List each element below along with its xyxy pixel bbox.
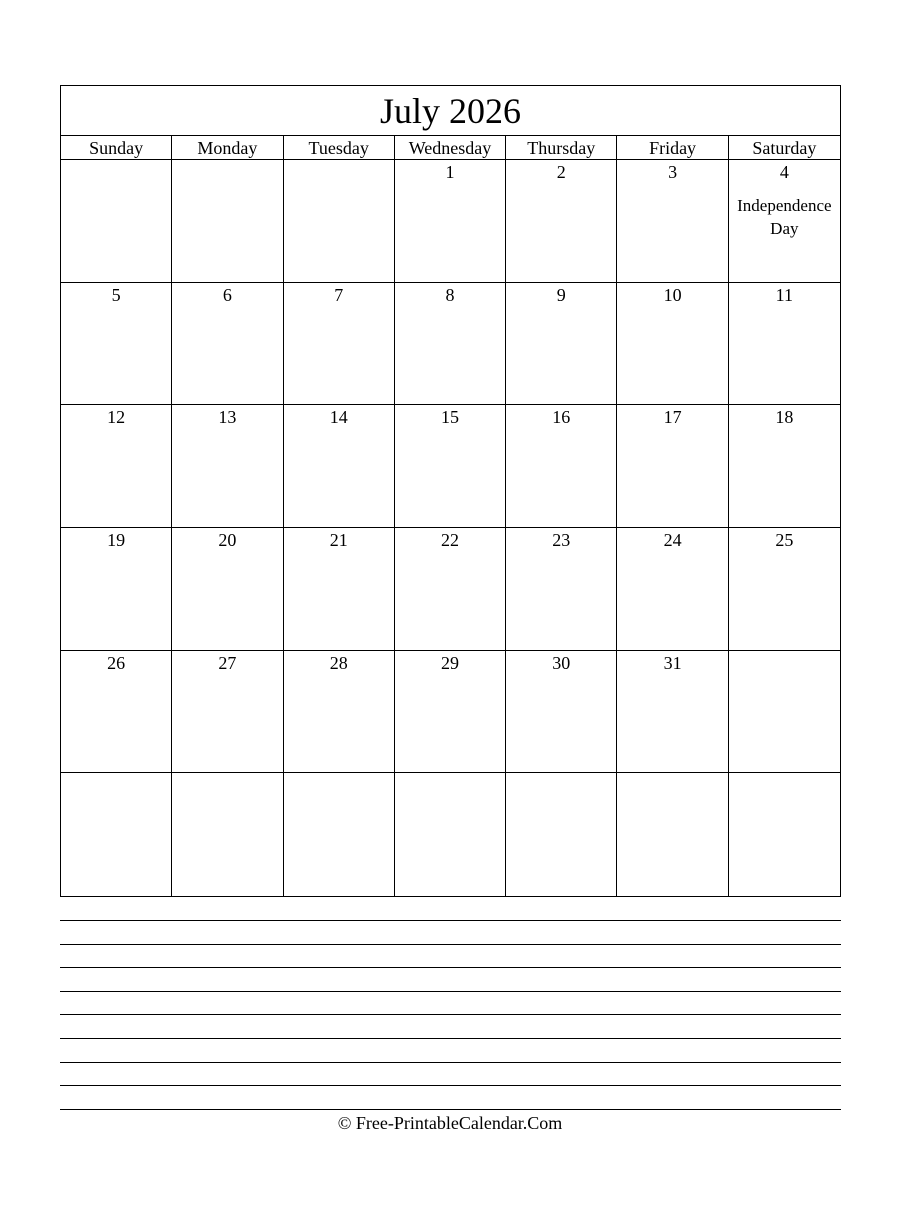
- day-cell: [395, 283, 506, 406]
- day-cell: [395, 528, 506, 651]
- day-cell: [172, 283, 283, 406]
- day-cell: [617, 528, 728, 651]
- day-number: 29: [440, 652, 459, 673]
- day-cell: [61, 651, 172, 774]
- note-line: [60, 920, 841, 921]
- day-cell: [395, 405, 506, 528]
- day-cell: [506, 528, 617, 651]
- day-number: 21: [329, 529, 348, 550]
- day-number: 1: [445, 162, 455, 182]
- day-cell: [617, 651, 728, 774]
- day-number: 31: [663, 652, 682, 673]
- weekday-thursday: Thursday: [506, 136, 617, 160]
- day-number: 16: [552, 407, 571, 428]
- day-cell: [506, 651, 617, 774]
- day-number: 9: [556, 284, 566, 305]
- day-number: 19: [107, 529, 126, 550]
- day-cell: [284, 773, 395, 896]
- day-cell: [284, 405, 395, 528]
- day-cell: [172, 773, 283, 896]
- day-number: 17: [663, 407, 682, 428]
- day-cell: [61, 528, 172, 651]
- day-number: 26: [107, 652, 126, 673]
- day-cell: [284, 160, 395, 283]
- day-cell: [729, 160, 840, 283]
- day-number: 27: [218, 652, 237, 673]
- weekday-sunday: Sunday: [61, 136, 172, 160]
- day-number: [284, 775, 394, 795]
- note-line: [60, 967, 841, 968]
- notes-section: [60, 920, 841, 1132]
- day-number: 2: [556, 162, 566, 182]
- day-cell: [729, 405, 840, 528]
- day-cell: [506, 283, 617, 406]
- weekday-saturday: Saturday: [752, 138, 817, 158]
- day-cell: [729, 773, 840, 896]
- day-number: 7: [334, 284, 344, 305]
- day-cell: [617, 405, 728, 528]
- calendar-weeks: [61, 160, 840, 896]
- day-cell: [61, 160, 172, 283]
- day-number: 5: [111, 284, 121, 305]
- day-cell: [395, 651, 506, 774]
- day-cell: [61, 283, 172, 406]
- footer-credit: © Free-PrintableCalendar.Com: [337, 1113, 563, 1133]
- day-number: [506, 775, 616, 795]
- day-number: 4: [779, 162, 789, 182]
- day-number: [729, 775, 840, 795]
- day-number: 25: [775, 529, 794, 550]
- day-number: 23: [552, 529, 571, 550]
- weekday-header-row: [61, 136, 840, 160]
- day-number: 3: [668, 162, 678, 182]
- day-cell: [506, 773, 617, 896]
- note-line: [60, 1109, 841, 1110]
- day-number: [61, 162, 171, 182]
- day-cell: [172, 528, 283, 651]
- day-number: [395, 775, 505, 795]
- note-line: [60, 1062, 841, 1063]
- day-number: 24: [663, 529, 682, 550]
- day-number: 11: [775, 284, 794, 305]
- day-number: 28: [329, 652, 348, 673]
- day-number: 15: [440, 407, 459, 428]
- day-cell: [506, 405, 617, 528]
- day-number: [61, 775, 171, 795]
- day-number: 10: [663, 284, 682, 305]
- day-cell: [172, 405, 283, 528]
- day-cell: [729, 528, 840, 651]
- day-cell: [284, 651, 395, 774]
- day-cell: [617, 283, 728, 406]
- day-cell: [284, 528, 395, 651]
- day-cell: [395, 773, 506, 896]
- day-cell: [617, 160, 728, 283]
- day-number: 22: [440, 529, 459, 550]
- day-number: 8: [445, 284, 455, 305]
- note-line: [60, 1038, 841, 1039]
- day-number: 6: [222, 284, 232, 305]
- calendar-title: July 2026: [61, 86, 840, 136]
- day-cell: [61, 405, 172, 528]
- day-cell: [506, 160, 617, 283]
- note-line: [60, 944, 841, 945]
- day-number: [617, 775, 727, 795]
- day-number: [172, 775, 282, 795]
- day-cell: [284, 283, 395, 406]
- note-line: [60, 1085, 841, 1086]
- day-number: 20: [218, 529, 237, 550]
- day-cell: [61, 773, 172, 896]
- day-number: [729, 653, 840, 673]
- day-number: 30: [552, 652, 571, 673]
- day-number: 12: [107, 407, 126, 428]
- weekday-monday: Monday: [172, 136, 283, 160]
- day-number: 18: [775, 407, 794, 428]
- note-line: [60, 1014, 841, 1015]
- day-number: 14: [329, 407, 348, 428]
- note-line: [60, 991, 841, 992]
- day-cell: [395, 160, 506, 283]
- day-cell: [172, 160, 283, 283]
- day-number: [172, 162, 282, 182]
- holiday-label: Independence Day: [737, 196, 832, 238]
- day-cell: [729, 283, 840, 406]
- day-cell: [172, 651, 283, 774]
- weekday-wednesday: Wednesday: [395, 136, 506, 160]
- day-cell: [729, 651, 840, 774]
- weekday-friday: Friday: [617, 136, 728, 160]
- day-number: [284, 162, 394, 182]
- day-number: 13: [218, 407, 237, 428]
- weekday-tuesday: Tuesday: [284, 136, 395, 160]
- day-cell: [617, 773, 728, 896]
- calendar-grid: [60, 85, 841, 897]
